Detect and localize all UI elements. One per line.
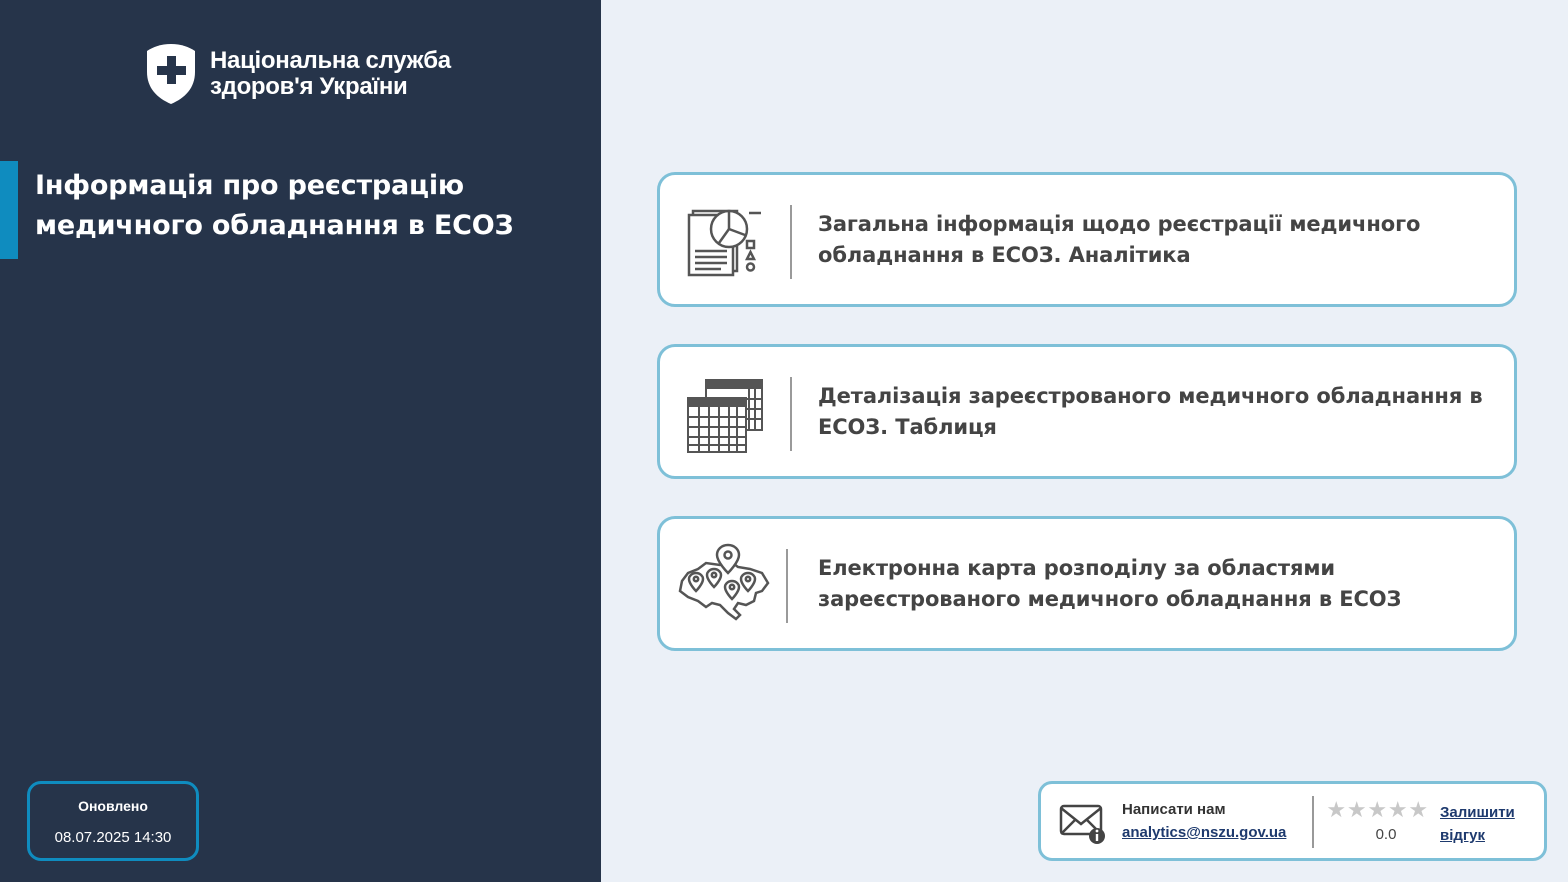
sidebar	[0, 0, 601, 882]
rating-stars[interactable]	[1326, 800, 1429, 822]
contact-email-link[interactable]: analytics@nszu.gov.ua	[1122, 824, 1287, 841]
map-pins-icon	[676, 543, 772, 623]
mail-info-icon	[1059, 802, 1109, 846]
nav-card-analytics[interactable]	[657, 172, 1517, 307]
logo-line-2: здоров'я України	[210, 73, 408, 100]
card-title: Електронна карта розподілу за областями зареєстрованого медичного обладнання в ЕСОЗ	[818, 555, 1402, 611]
nszu-logo	[145, 42, 451, 106]
rating-value: 0.0	[1375, 826, 1397, 843]
contact-box	[1038, 781, 1547, 861]
contact-label: Написати нам	[1122, 801, 1226, 818]
card-divider	[786, 549, 788, 623]
updated-label: Оновлено	[78, 798, 148, 814]
card-divider	[790, 205, 792, 279]
logo-line-1: Національна служба	[210, 47, 451, 74]
contact-divider	[1312, 796, 1314, 848]
shield-cross-icon	[145, 42, 197, 106]
table-icon	[685, 375, 765, 455]
star-icon[interactable]: ★	[1387, 798, 1408, 823]
leave-feedback-link[interactable]: Залишити відгук	[1440, 804, 1515, 844]
star-icon[interactable]: ★	[1408, 798, 1429, 823]
nav-card-map[interactable]	[657, 516, 1517, 651]
updated-date: 08.07.2025 14:30	[54, 829, 172, 846]
star-icon[interactable]: ★	[1326, 798, 1347, 823]
star-icon[interactable]: ★	[1346, 798, 1367, 823]
card-title: Деталізація зареєстрованого медичного обладнання в ЕСОЗ. Таблиця	[818, 383, 1483, 439]
page-title: Інформація про реєстрацію медичного обладнання в ЕСОЗ	[35, 170, 514, 241]
card-title: Загальна інформація щодо реєстрації медичного обладнання в ЕСОЗ. Аналітика	[818, 211, 1421, 267]
card-divider	[790, 377, 792, 451]
updated-box	[27, 781, 199, 861]
title-accent-bar	[0, 161, 18, 259]
report-chart-icon	[685, 201, 765, 281]
nav-card-table[interactable]	[657, 344, 1517, 479]
star-icon[interactable]: ★	[1367, 798, 1388, 823]
